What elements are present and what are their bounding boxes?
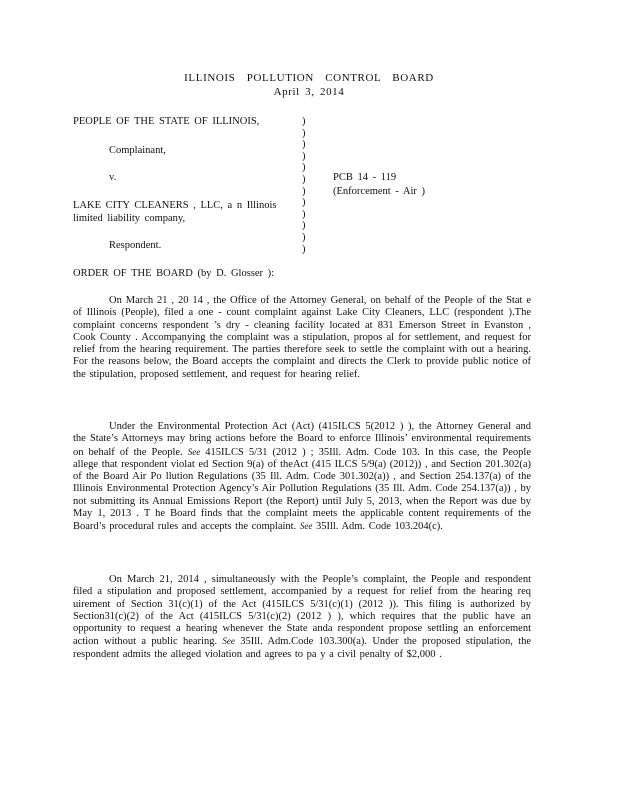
caption-paren: )	[302, 220, 306, 232]
see-signal: See	[222, 636, 235, 647]
respondent-role: Respondent.	[109, 240, 162, 251]
see-signal: See	[299, 521, 313, 532]
caption-paren: )	[302, 127, 306, 139]
paragraph-text: On March 21, 2014 , simultaneously with the People’s complaint, the People and respondent filed a stipulation and proposed settlement, accompanied by a request for relief from the hearing req uirement of Section 31(c)(1) of the Act (415ILCS 5/31(c)(1) (2012 )). This filing is authorized by Section31(c)(2) of the Act (415ILCS 5/31(c)(2) (2012 ) ), which requires that the public have an opportunity to request a hearing whenever the State anda respondent propose settling an enforcement action without a public hearing.	[73, 574, 531, 648]
respondent-description: limited liability company,	[73, 213, 186, 224]
complainant-name: PEOPLE OF THE STATE OF ILLINOIS,	[73, 116, 260, 127]
caption-paren: )	[302, 116, 306, 127]
caption-paren: )	[302, 173, 306, 185]
see-signal: See	[187, 446, 201, 457]
case-number: PCB 14 - 119	[333, 172, 397, 183]
caption-paren: )	[302, 185, 306, 197]
respondent-name: LAKE CITY CLEANERS , LLC, a n Illinois	[73, 200, 277, 211]
paragraph-text: On March 21 , 20 14 , the Office of the Attorney General, on behalf of the People of the Stat e of Illinois (People), filed a one - count complaint against Lake City Cleaners, LLC (respondent ).The complaint concerns respondent ’s dry - cleaning facility located at 831 Emerson Street in Evanston , Cook County . Accompanying the complaint was a stipulation, propos al for settlement, and request for relief from the hearing requirement. The parties therefore seek to settle the complaint with out a hearing. For the reasons below, the Board accepts the complaint and directs the Clerk to provide public notice of the stipulation, proposed settlement, and request for hearing relief.	[73, 295, 531, 380]
caption-paren: )	[302, 208, 306, 220]
caption-paren: )	[302, 139, 306, 151]
complainant-role: Complainant,	[109, 145, 166, 156]
caption-paren: )	[302, 197, 306, 209]
caption-paren: )	[302, 162, 306, 174]
caption-paren: )	[302, 243, 306, 255]
order-date: April 3, 2014	[273, 86, 345, 98]
caption-paren: )	[302, 150, 306, 162]
order-title: ORDER OF THE BOARD (by D. Glosser ):	[73, 268, 275, 279]
paragraph-text: Under the Environmental Protection Act (Act) (415ILCS 5(2012 ) ), the Attorney General and the State’s Attorneys may bring actions before the Board to enforce Illinois’ environmental requirements on behalf of the People.	[73, 421, 531, 458]
paragraph-text: 415ILCS 5/31 (2012 ) ; 35Ill. Adm. Code 103. In this case, the People allege that respondent violat ed Section 9(a) of theAct (415 ILCS 5/9(a) (2012)) , and Section 201.302(a) of the Board Air Po llution Regulations (35 Ill. Adm. Code 301.302(a)) , and Section 254.137(a) of the Illinois Environmental Protection Agency’s Air Pollution Regulations (35 Ill. Adm. Code 254.137(a)) , by not submitting its Annual Emissions Report (the Report) until July 5, 2013, when the Report was due by May 1, 2013 . T he Board finds that the complaint meets the applicable content requirements of the Board’s procedural rules and accepts the complaint.	[73, 446, 531, 533]
paragraph-3	[73, 574, 531, 661]
caption-paren: )	[302, 231, 306, 243]
caption-parentheses	[302, 116, 306, 255]
paragraph-1	[73, 295, 531, 381]
board-name: ILLINOIS POLLUTION CONTROL BOARD	[184, 72, 434, 84]
paragraph-text: 35Ill. Adm. Code 103.204(c).	[312, 521, 443, 533]
paragraph-2	[73, 421, 531, 534]
paragraph-text: 35Ill. Adm.Code 103.300(a). Under the proposed stipulation, the respondent admits the alleged violation and agrees to pa y a civil penalty of $2,000 .	[73, 636, 531, 660]
versus: v.	[109, 172, 117, 183]
case-type: (Enforcement - Air )	[333, 186, 426, 197]
